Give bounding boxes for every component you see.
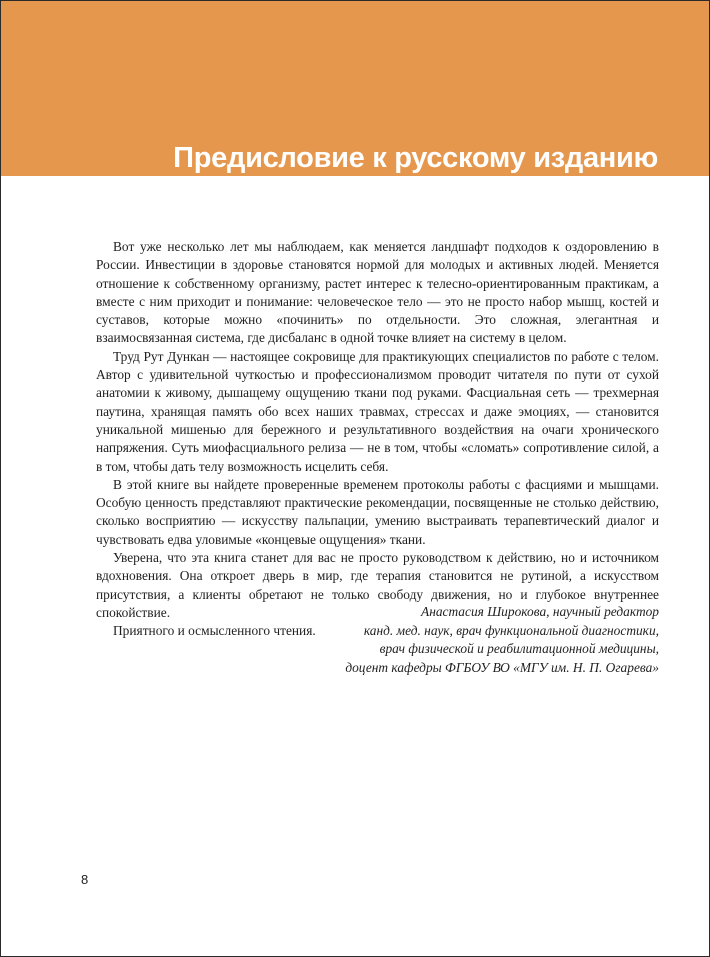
signature-block — [239, 603, 659, 677]
page-number: 8 — [81, 872, 89, 887]
paragraph: В этой книге вы найдете проверенные временем протоколы работы с фасциями и мышцами. Особую ценность представляют практические рекомендации, посвященные не столько действию, сколько восприятию — искусству пальпации, умению выстраивать терапевтический диалог и чувствовать едва уловимые «концевые ощущения» ткани. — [96, 476, 659, 547]
signature-specialty: врач физической и реабилитационной медицины, — [379, 641, 659, 657]
paragraph: Уверена, что эта книга станет для вас не просто руководством к действию, но и источником вдохновения. Она откроет дверь в мир, где терапия становится не рутиной, а искусством присутствия, а клиенты обретают не только свободу движения, но и глубокое внутреннее спокойствие. — [96, 550, 659, 620]
header-band — [1, 1, 709, 176]
signature-name: Анастасия Широкова, научный редактор — [421, 604, 659, 619]
signature-affiliation: доцент кафедры ФГБОУ ВО «МГУ им. Н. П. Огарева» — [345, 659, 659, 675]
page-title: Предисловие к русскому изданию — [173, 142, 658, 174]
body-text — [96, 238, 659, 641]
paragraph: Труд Рут Дункан — настоящее сокровище для практикующих специалистов по работе с телом. Автор с удивительной чуткостью и профессионализмом проводит читателя по пути от сухой анатомии к живому, дышащему ощущению ткани под руками. Фасциальная сеть — трехмерная паутина, хранящая память обо всех наших травмах, стрессах и даже эмоциях, — становится уникальной мишенью для бережного и результативного воздействия на очаги хронического напряжения. Суть миофасциального релиза — не в том, чтобы «сломать» сопротивление силой, а в том, чтобы дать телу возможность исцелить себя. — [96, 348, 659, 474]
signature-degree: канд. мед. наук, врач функциональной диагностики, — [363, 622, 659, 638]
paragraph: Вот уже несколько лет мы наблюдаем, как меняется ландшафт подходов к оздоровлению в России. Инвестиции в здоровье становятся нормой для молодых и активных людей. Меняется отношение к собственному организму, растет интерес к телесно-ориентированным практикам, а вместе с ним приходит и понимание: человеческое тело — это не просто набор мышц, костей и суставов, которые можно «починить» по отдельности. Это сложная, элегантная и взаимосвязанная система, где дисбаланс в одной точке влияет на систему в целом. — [96, 239, 659, 346]
paragraph: Приятного и осмысленного чтения. — [113, 623, 316, 639]
